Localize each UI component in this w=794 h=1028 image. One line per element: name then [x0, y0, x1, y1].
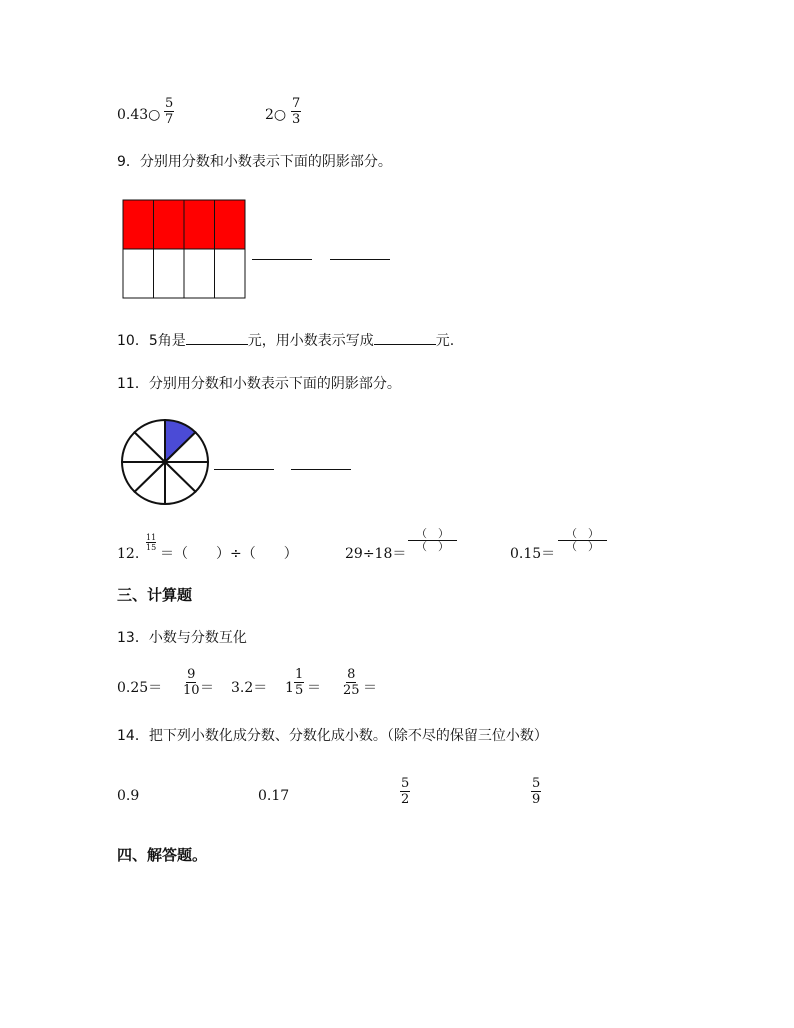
fraction-numerator: 1 [295, 667, 304, 682]
fraction-numerator: 7 [292, 96, 301, 111]
fraction-denominator: 15 [146, 543, 157, 552]
q13-item-b-equals: ＝ [200, 680, 214, 696]
q9-grid-figure [122, 199, 246, 299]
q8-left-decimal: 0.43○ [117, 107, 161, 123]
q12-expr3: 0.15＝ [510, 546, 556, 562]
q12-label: 12. [117, 546, 140, 562]
q14-item-b: 0.17 [258, 788, 290, 804]
q12-expr3-answer-fraction[interactable] [558, 528, 607, 553]
section-4-heading: 四、解答题。 [117, 846, 208, 864]
q14-question: 14．把下列小数化成分数、分数化成小数。（除不尽的保留三位小数） [117, 728, 548, 744]
q8-left-fraction [164, 96, 174, 127]
fraction-denominator: 2 [401, 792, 410, 807]
q10-answer-blank-1[interactable] [186, 343, 248, 345]
grid-cell [154, 249, 185, 298]
q13-item-d-whole: 1 [285, 680, 294, 696]
fraction-denominator: 9 [532, 792, 541, 807]
q12-expr1: ＝（ ）÷（ ） [160, 546, 298, 562]
q11-answer-blank-decimal[interactable] [291, 468, 351, 470]
fraction-denominator: 3 [292, 112, 301, 127]
fraction-numerator: 11 [146, 533, 157, 542]
fraction-denominator: 10 [183, 683, 200, 698]
fraction-numerator: 5 [401, 776, 410, 791]
grid-cell [184, 249, 215, 298]
q11-question: 11．分别用分数和小数表示下面的阴影部分。 [117, 376, 401, 392]
grid-cell-shaded [154, 200, 185, 249]
q12-expr2-answer-fraction[interactable] [408, 528, 457, 553]
fraction-numerator: 8 [347, 667, 356, 682]
fraction-numerator: 5 [532, 776, 541, 791]
denominator-blank[interactable]: （ ） [566, 540, 599, 553]
q13-item-d-equals: ＝ [307, 680, 321, 696]
q8-right-fraction [291, 96, 301, 127]
q13-item-b-fraction [183, 667, 200, 698]
q12-fraction [146, 533, 156, 552]
fraction-denominator: 7 [165, 112, 174, 127]
q11-answer-blank-fraction[interactable] [214, 468, 274, 470]
fraction-numerator: 5 [165, 96, 174, 111]
q14-item-c-fraction [400, 776, 410, 807]
q13-item-e-fraction [343, 667, 360, 698]
q8-right-int: 2○ [265, 107, 287, 123]
q9-question: 9．分别用分数和小数表示下面的阴影部分。 [117, 154, 392, 170]
numerator-blank[interactable]: （ ） [408, 528, 457, 541]
grid-cell [123, 249, 154, 298]
q13-item-e-equals: ＝ [363, 680, 377, 696]
q14-item-a: 0.9 [117, 788, 140, 804]
fraction-denominator: 25 [343, 683, 360, 698]
q14-item-d-fraction [531, 776, 541, 807]
q10-mid: 元，用小数表示写成 [247, 333, 374, 349]
q13-question: 13．小数与分数互化 [117, 630, 247, 646]
q13-item-a: 0.25＝ [117, 680, 163, 696]
fraction-numerator: 9 [187, 667, 196, 682]
q10-suffix: 元. [435, 333, 455, 349]
q10-prefix: 10．5角是 [117, 333, 186, 349]
grid-cell-shaded [215, 200, 246, 249]
q10-question [117, 332, 454, 350]
fraction-denominator: 5 [295, 683, 304, 698]
denominator-blank[interactable]: （ ） [416, 540, 449, 553]
q9-answer-blank-decimal[interactable] [330, 258, 390, 260]
q12-expr2: 29÷18＝ [345, 546, 407, 562]
section-3-heading: 三、计算题 [117, 586, 193, 604]
grid-cell-shaded [184, 200, 215, 249]
grid-cell-shaded [123, 200, 154, 249]
q11-pie-figure [118, 417, 212, 507]
grid-cell [215, 249, 246, 298]
q9-answer-blank-fraction[interactable] [252, 258, 312, 260]
q10-answer-blank-2[interactable] [374, 343, 436, 345]
q13-item-c: 3.2＝ [231, 680, 268, 696]
numerator-blank[interactable]: （ ） [558, 528, 607, 541]
q13-item-d-fraction [294, 667, 304, 698]
